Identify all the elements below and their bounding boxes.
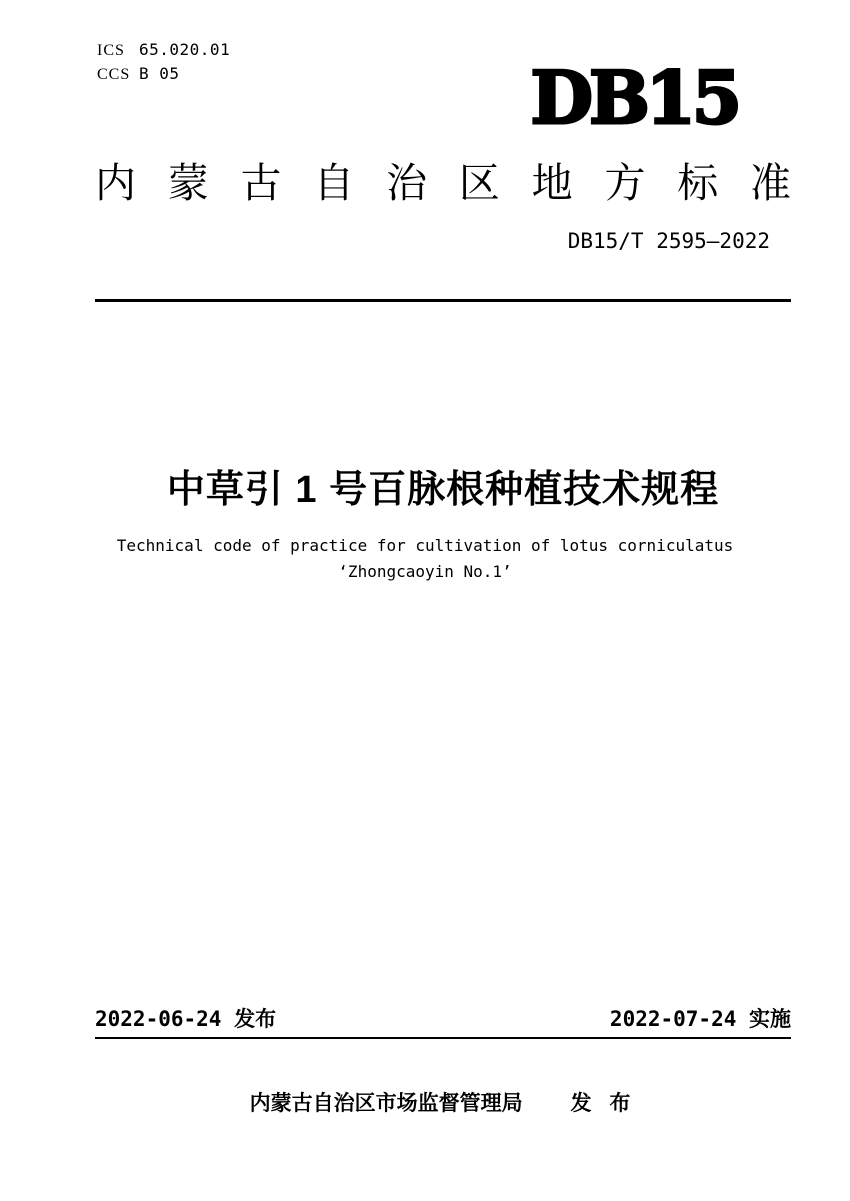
ics-label: ICS [97, 42, 125, 59]
header-divider-line [95, 299, 791, 302]
standard-number: DB15/T 2595—2022 [567, 229, 770, 253]
classification-codes [97, 38, 230, 86]
date-row [95, 1006, 791, 1032]
document-title-en-line2: ‘Zhongcaoyin No.1’ [338, 562, 512, 581]
publisher-name: 内蒙古自治区市场监督管理局 [249, 1092, 523, 1115]
standard-category-title: 内蒙古自治区地方标准 [95, 160, 791, 206]
implementation-date: 2022-07-24 实施 [609, 1007, 791, 1031]
ics-value: 65.020.01 [139, 40, 231, 59]
issue-date: 2022-06-24 发布 [95, 1007, 277, 1031]
footer-divider-line [95, 1037, 791, 1039]
ccs-label: CCS [97, 66, 131, 83]
ccs-value: B 05 [139, 64, 180, 83]
document-title-en-line1: Technical code of practice for cultivation of lotus corniculatus [116, 536, 734, 555]
ccs-row [97, 62, 230, 86]
db15-logo: DB15 [530, 55, 738, 140]
publisher-row [95, 1090, 791, 1118]
document-title-en [57, 533, 793, 585]
ics-row [97, 38, 230, 62]
publish-action-label: 发 布 [570, 1092, 637, 1115]
document-title-zh: 中草引 1 号百脉根种植技术规程 [166, 469, 720, 511]
